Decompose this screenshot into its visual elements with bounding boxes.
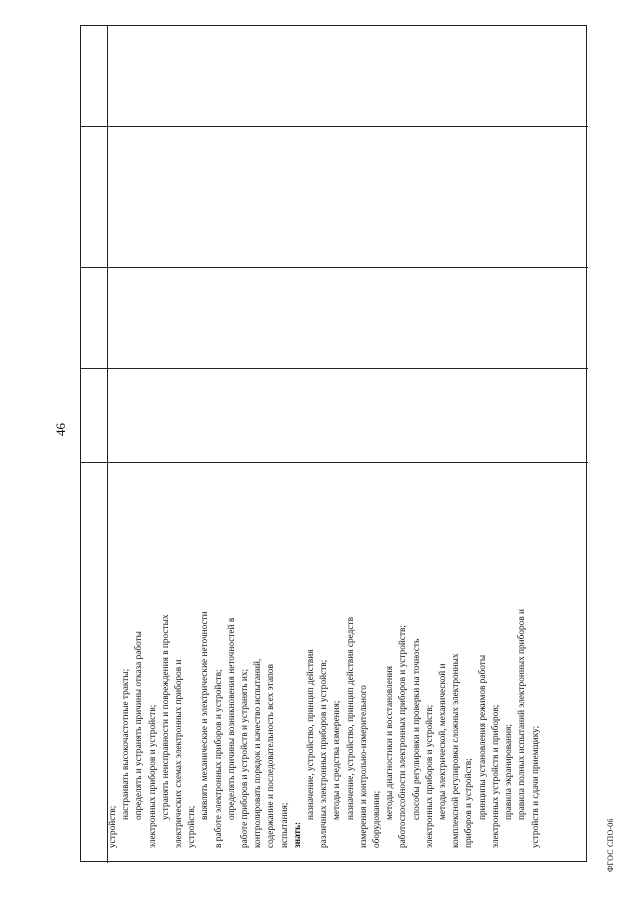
text-line: назначение, устройство, принцип действия средств (345, 617, 356, 820)
page-number: 46 (53, 423, 68, 436)
text-line: способы регулировки и проверки на точность (411, 638, 422, 820)
text-line: методы электрической, механической и (438, 663, 449, 820)
text-line: правила экранирования; (504, 724, 515, 820)
text-line: в работе электронных приборов и устройств; (213, 669, 224, 848)
text-line: электрических схемах электронных приборов и (174, 659, 185, 848)
text-line: электронных устройств и приборов; (490, 704, 501, 848)
text-line: измерения и контрольно-измерительного (358, 685, 369, 848)
text-line: устройств; (187, 805, 198, 848)
text-line: правила полных испытаний электронных приборов и (517, 608, 528, 820)
text-line: методы диагностики и восстановления (385, 665, 396, 820)
text-line: контролировать порядок и качество испытаний, (253, 658, 264, 848)
competency-text-block (107, 476, 599, 848)
text-line: принципы установления режимов работы (477, 654, 488, 820)
column-divider-1 (81, 126, 588, 127)
text-line: содержание и последовательность всех этапов (266, 664, 277, 848)
text-line: различных электронных приборов и устройств; (319, 659, 330, 848)
text-line: определять и устранять причины отказа работы (134, 631, 145, 820)
text-line: электронных приборов и устройств; (424, 704, 435, 848)
text-line: методы и средства измерения; (332, 700, 343, 820)
competency-table (80, 25, 587, 862)
text-line: настраивать высокочастотные тракты; (121, 668, 132, 820)
footer-code: ФГОС СПО-06 (606, 818, 615, 872)
text-line: работоспособности электронных приборов и устройств; (398, 625, 409, 848)
text-line: комплексной регулировки сложных электронных (451, 653, 462, 848)
text-line: устранять неисправности и повреждения в простых (160, 614, 171, 820)
text-line: назначение, устройство, принцип действия (306, 649, 317, 820)
text-line: определять причины возникновения неточностей в (226, 617, 237, 820)
column-divider-3 (81, 368, 588, 369)
text-line: знать: (292, 821, 303, 848)
text-line: оборудования; (372, 790, 383, 848)
text-line: приборов и устройств; (464, 758, 475, 848)
text-line: работе приборов и устройств и устранять их; (240, 668, 251, 848)
text-line: устройств; (108, 805, 118, 848)
column-divider-4 (81, 462, 588, 463)
text-line: выявлять механические и электрические неточности (200, 611, 211, 820)
column-divider-2 (81, 267, 588, 268)
text-line: устройств и сдачи приемщику; (530, 725, 541, 848)
text-line: электронных приборов и устройств; (147, 704, 158, 848)
text-line: испытания; (279, 802, 290, 848)
